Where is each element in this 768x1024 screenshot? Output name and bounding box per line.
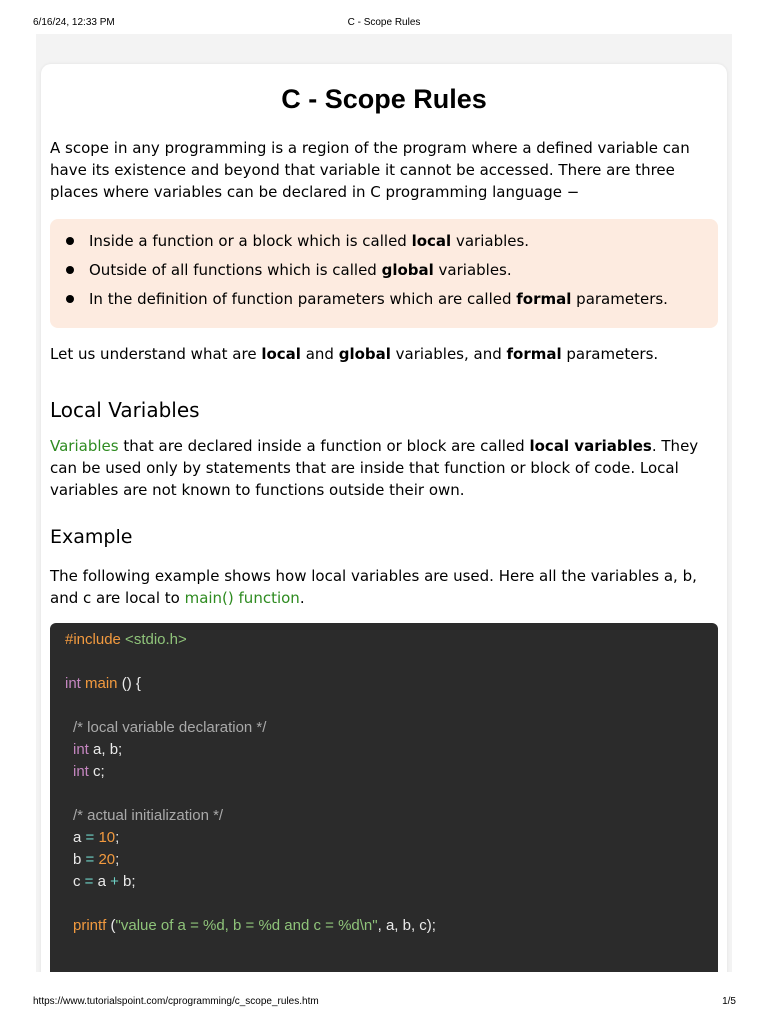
page-background (36, 34, 732, 972)
print-header (0, 0, 768, 34)
bullet-icon (66, 295, 74, 303)
article-card (41, 64, 727, 972)
local-variables-paragraph: Variables that are declared inside a function or block are called local variables. They can be used only by statements that are inside that function or block of code. Local variables are not known to functions outside their own. (50, 437, 699, 499)
summary-paragraph: Let us understand what are local and global variables, and formal parameters. (50, 345, 659, 363)
code-block[interactable] (50, 623, 718, 972)
code-line: c = a + b; (73, 873, 136, 890)
print-title: C - Scope Rules (347, 17, 421, 28)
print-footer (0, 990, 768, 1024)
print-datetime: 6/16/24, 12:33 PM (33, 17, 115, 28)
code-line: printf ("value of a = %d, b = %d and c = %d\n", a, b, c); (73, 917, 436, 934)
code-line: #include <stdio.h> (65, 631, 187, 648)
code-line: int main () { (65, 675, 141, 692)
example-heading: Example (50, 526, 133, 548)
intro-paragraph: A scope in any programming is a region of the program where a defined variable can have its existence and beyond that variable it cannot be accessed. There are three places where variables can be declared in C programming language − (50, 139, 690, 201)
code-line: b = 20; (73, 851, 120, 868)
bullet-icon (66, 266, 74, 274)
local-variables-heading: Local Variables (50, 398, 200, 422)
list-item: In the definition of function parameters which are called formal parameters. (64, 289, 714, 318)
scope-list (64, 231, 714, 318)
code-line: int c; (73, 763, 105, 780)
variables-link[interactable]: Variables (50, 437, 119, 455)
list-item: Outside of all functions which is called global variables. (64, 260, 714, 289)
list-item: Inside a function or a block which is called local variables. (64, 231, 714, 260)
page-number: 1/5 (722, 996, 736, 1007)
code-line: a = 10; (73, 829, 120, 846)
print-url: https://www.tutorialspoint.com/cprogramming/c_scope_rules.htm (33, 996, 319, 1007)
bullet-icon (66, 237, 74, 245)
example-paragraph: The following example shows how local variables are used. Here all the variables a, b, and c are local to main() function. (50, 567, 697, 607)
code-line: /* actual initialization */ (73, 807, 224, 824)
page-title: C - Scope Rules (281, 84, 487, 114)
scope-callout (50, 219, 718, 328)
code-line: /* local variable declaration */ (73, 719, 267, 736)
main-function-link[interactable]: main() function (184, 589, 300, 607)
code-line: int a, b; (73, 741, 123, 758)
